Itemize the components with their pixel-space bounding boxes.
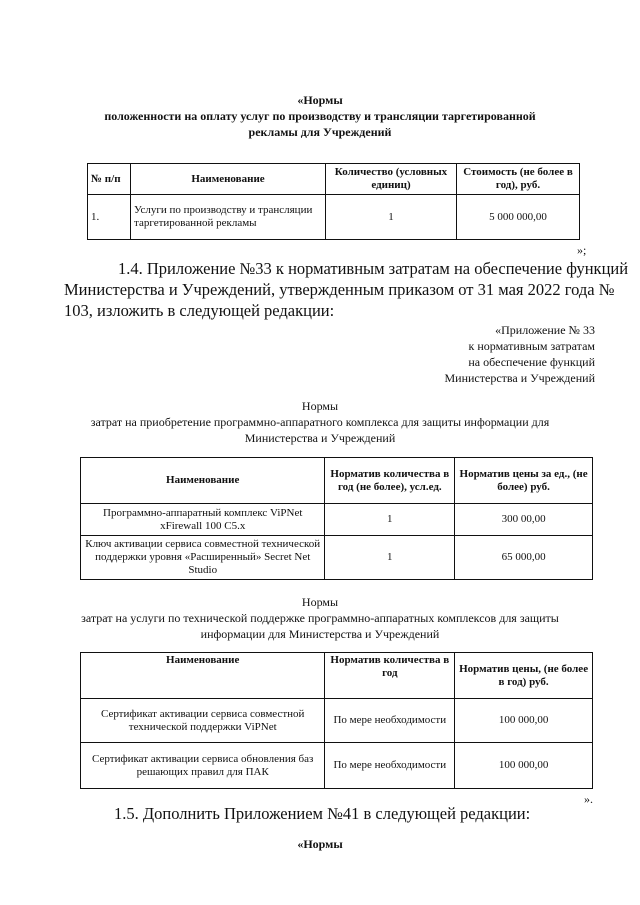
table-header-row <box>81 653 593 699</box>
section1-title-line2: положенности на оплату услуг по производству и трансляции таргетированной <box>104 109 536 123</box>
table-row <box>81 536 593 580</box>
col-price-header: Норматив цены, (не более в год) руб. <box>455 653 593 699</box>
section3-title-line1: Нормы <box>301 595 339 609</box>
row-name: Сертификат активации сервиса совместной технической поддержки ViPNet <box>81 699 325 743</box>
section1-closing: »; <box>577 243 587 257</box>
section2-table <box>80 457 593 580</box>
appendix33-line4: Министерства и Учреждений <box>444 371 595 385</box>
row-name: Сертификат активации сервиса обновления баз решающих правил для ПАК <box>81 743 325 789</box>
row-price: 100 000,00 <box>455 699 593 743</box>
para-1-4-line1: 1.4. Приложение №33 к нормативным затратам на обеспечение функций <box>118 259 629 278</box>
col-quantity-header: Норматив количества в год <box>325 653 455 699</box>
col-name-header: Наименование <box>81 653 325 699</box>
section2-title-line2: затрат на приобретение программно-аппаратного комплекса для защиты информации для <box>90 415 550 429</box>
row-price: 300 00,00 <box>455 504 593 536</box>
row-quantity: По мере необходимости <box>325 699 455 743</box>
row-name: Услуги по производству и трансляции таргетированной рекламы <box>131 195 326 240</box>
appendix33-line2: к нормативным затратам <box>468 339 595 353</box>
section4-title-line1: «Нормы <box>297 837 343 851</box>
table-row <box>81 699 593 743</box>
col-price-header: Норматив цены за ед., (не более) руб. <box>455 458 593 504</box>
row-name: Программно-аппаратный комплекс ViPNet xFirewall 100 C5.x <box>81 504 325 536</box>
row-price: 65 000,00 <box>455 536 593 580</box>
row-price: 100 000,00 <box>455 743 593 789</box>
row-cost: 5 000 000,00 <box>457 195 580 240</box>
col-quantity-header: Количество (условных единиц) <box>326 164 457 195</box>
section1-title-line1: «Нормы <box>297 93 343 107</box>
section3-closing: ». <box>584 792 593 806</box>
para-1-5: 1.5. Дополнить Приложением №41 в следующей редакции: <box>114 804 531 823</box>
section1-table <box>87 163 580 240</box>
col-cost-header: Стоимость (не более в год), руб. <box>457 164 580 195</box>
section1-title-line3: рекламы для Учреждений <box>248 125 392 139</box>
row-name: Ключ активации сервиса совместной технической поддержки уровня «Расширенный» Secret Net Studio <box>81 536 325 580</box>
row-number: 1. <box>88 195 131 240</box>
row-quantity: По мере необходимости <box>325 743 455 789</box>
col-number-header: № п/п <box>88 164 131 195</box>
section3-table <box>80 652 593 789</box>
table-row <box>81 504 593 536</box>
section2-title-line1: Нормы <box>301 399 339 413</box>
para-1-4-line3: 103, изложить в следующей редакции: <box>64 301 335 320</box>
table-header-row <box>88 164 580 195</box>
row-quantity: 1 <box>325 504 455 536</box>
row-quantity: 1 <box>325 536 455 580</box>
table-row <box>88 195 580 240</box>
appendix33-line1: «Приложение № 33 <box>495 323 595 337</box>
table-header-row <box>81 458 593 504</box>
row-quantity: 1 <box>326 195 457 240</box>
col-name-header: Наименование <box>131 164 326 195</box>
appendix33-line3: на обеспечение функций <box>468 355 595 369</box>
section2-title-line3: Министерства и Учреждений <box>244 431 396 445</box>
section3-title-line2: затрат на услуги по технической поддержке программно-аппаратных комплексов для защиты <box>81 611 559 625</box>
table-row <box>81 743 593 789</box>
col-quantity-header: Норматив количества в год (не более), усл.ед. <box>325 458 455 504</box>
col-name-header: Наименование <box>81 458 325 504</box>
para-1-4-line2: Министерства и Учреждений, утвержденным приказом от 31 мая 2022 года № <box>64 280 615 299</box>
section3-title-line3: информации для Министерства и Учреждений <box>200 627 440 641</box>
